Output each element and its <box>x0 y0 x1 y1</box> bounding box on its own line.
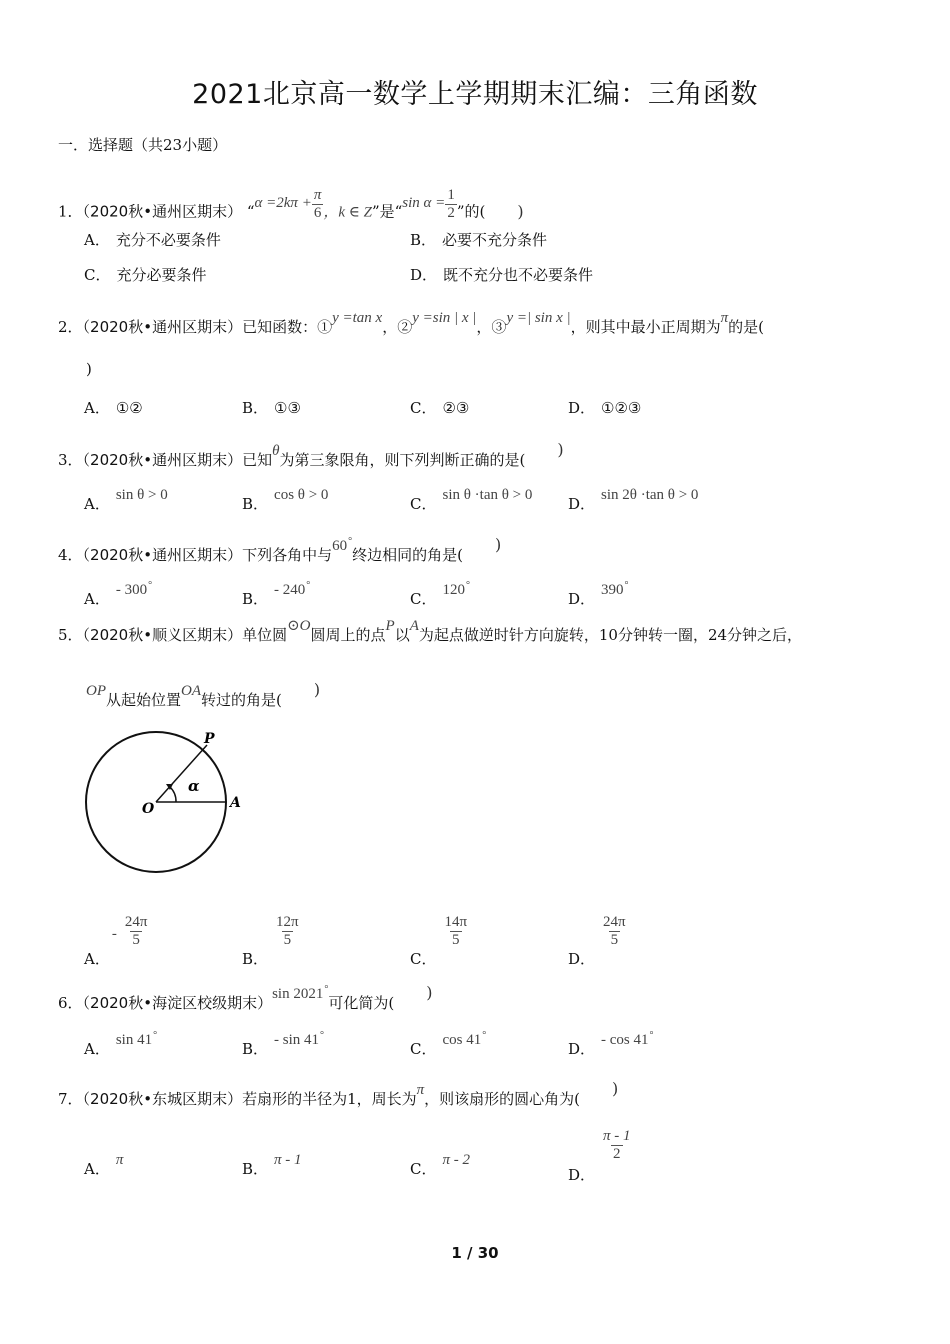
q7-option-b[interactable] <box>242 1152 302 1179</box>
q3-source: （2020秋•通州区期末） <box>82 451 243 469</box>
q1-six: 6 <box>313 205 322 221</box>
q1-pi: π <box>313 187 322 203</box>
q3-option-b-text: cos θ > 0 <box>274 487 329 503</box>
degree-mark: ° <box>148 580 153 591</box>
q1-alpha-expr: α =2kπ + <box>254 194 312 211</box>
option-letter: B． <box>242 1160 269 1178</box>
q2-pi: π <box>720 310 729 326</box>
q7-number: 7． <box>58 1090 83 1108</box>
label-alpha: α <box>188 777 200 795</box>
q6-source: （2020秋•海淀区校级期末） <box>82 994 273 1012</box>
q2-func-3: y =| sin x | <box>506 310 571 326</box>
q1-sin-expr: sin α = <box>402 194 446 211</box>
q4-text-1: 下列各角中与 <box>242 546 333 564</box>
q4-option-a[interactable] <box>84 580 153 609</box>
label-a: A <box>230 795 241 811</box>
q2-source: （2020秋•通州区期末） <box>82 318 243 336</box>
q3-close-paren: ) <box>557 440 564 459</box>
q3-option-d[interactable] <box>568 487 699 514</box>
option-letter: B． <box>242 1040 269 1058</box>
q5-option-c-frac <box>442 914 469 949</box>
q7-option-d-den: 2 <box>613 1146 621 1162</box>
option-letter: C． <box>410 495 437 513</box>
q4-close-paren: ) <box>494 535 502 554</box>
q5-text-2: 圆周上的点 <box>310 626 386 644</box>
q1-one: 1 <box>447 187 455 203</box>
option-letter: C． <box>410 1160 437 1178</box>
q5-circle-o: ⊙O <box>287 618 311 634</box>
option-letter: A． <box>84 231 110 249</box>
q4-option-c-text <box>442 582 470 598</box>
q4-option-d[interactable] <box>568 580 629 609</box>
option-letter: A． <box>84 1160 110 1178</box>
question-5-line-2 <box>86 680 321 710</box>
q2-option-b[interactable] <box>242 397 301 418</box>
degree-mark: ° <box>306 580 311 591</box>
q1-half <box>445 187 457 222</box>
option-letter: D． <box>410 266 438 284</box>
q5-option-d-frac <box>601 914 628 949</box>
q3-option-a-text: sin θ > 0 <box>115 487 168 503</box>
q1-pi-over-6 <box>312 187 324 222</box>
q6-option-c-value: cos 41 <box>442 1032 482 1048</box>
q4-option-b[interactable] <box>242 580 311 609</box>
q4-option-c-value: 120 <box>442 582 465 598</box>
q5-option-d-den: 5 <box>610 932 619 948</box>
page-number: 1 / 30 <box>451 1244 499 1262</box>
degree-mark: ° <box>649 1030 654 1041</box>
option-letter: A． <box>84 590 110 608</box>
q2-text-1: 已知函数：① <box>242 318 333 336</box>
q6-expr <box>272 986 328 1002</box>
q1-option-a-text: 充分不必要条件 <box>115 231 221 249</box>
q1-option-a[interactable] <box>84 229 221 250</box>
q4-angle <box>332 538 352 554</box>
q4-text-2: 终边相同的角是( <box>352 546 463 564</box>
q1-tail: ”的( <box>456 202 486 221</box>
q6-option-d-value: - cos 41 <box>601 1032 649 1048</box>
q6-option-d-text <box>601 1032 654 1048</box>
option-letter: A． <box>84 399 110 417</box>
q4-option-b-value: - 240 <box>274 582 306 598</box>
option-letter: C． <box>410 399 437 417</box>
q1-option-c[interactable] <box>84 264 207 285</box>
option-letter: B． <box>242 590 269 608</box>
q5-option-b-num: 12π <box>276 914 299 930</box>
q3-option-c[interactable] <box>410 487 533 514</box>
q2-option-b-text: ①③ <box>274 399 301 417</box>
question-6 <box>58 983 433 1013</box>
q5-option-c-num: 14π <box>444 914 468 930</box>
q5-point-p: P <box>385 618 395 634</box>
q6-option-b[interactable] <box>242 1030 325 1059</box>
option-letter: D． <box>568 1040 596 1058</box>
section-heading: 一．选择题（共23小题） <box>58 136 228 154</box>
option-letter: D． <box>568 590 596 608</box>
q4-number: 4． <box>58 546 83 564</box>
q1-close-paren: ) <box>517 201 524 221</box>
question-4 <box>58 535 502 565</box>
option-letter: B． <box>410 231 437 249</box>
degree-mark: ° <box>482 1030 487 1041</box>
question-1 <box>58 187 524 230</box>
q2-func-1: y =tan x <box>332 310 383 326</box>
option-letter: D． <box>568 949 596 968</box>
option-letter: D． <box>568 495 596 513</box>
q6-option-a[interactable] <box>84 1030 158 1059</box>
q7-option-c[interactable] <box>410 1152 470 1179</box>
q5-option-c-den: 5 <box>452 932 460 948</box>
q6-expr-value: sin 2021 <box>272 986 324 1002</box>
q6-option-c-text <box>442 1032 486 1048</box>
q7-source: （2020秋•东城区期末） <box>82 1090 243 1108</box>
option-letter: A． <box>84 1040 110 1058</box>
q5-op: OP <box>86 683 106 699</box>
q5-text-6: 转过的角是( <box>201 691 282 709</box>
q1-k-in-z: ，k ∈ Z <box>323 204 372 221</box>
degree-mark: ° <box>153 1030 158 1041</box>
q6-close-paren: ) <box>426 983 433 1002</box>
q5-option-a-frac <box>123 914 150 949</box>
q4-angle-value: 60 <box>332 538 348 554</box>
angle-arc <box>170 787 176 802</box>
q6-number: 6． <box>58 994 83 1012</box>
q5-text-3: 以 <box>394 626 410 644</box>
q5-option-a-num: 24π <box>124 914 148 930</box>
q1-number: 1． <box>58 202 83 221</box>
q2-option-d-text: ①②③ <box>601 399 642 417</box>
q4-option-a-value: - 300 <box>115 582 148 598</box>
q5-option-a-sign: - <box>111 925 117 942</box>
q6-option-d[interactable] <box>568 1030 654 1059</box>
degree-mark: ° <box>348 536 353 547</box>
q7-option-d-num: π - 1 <box>603 1128 631 1144</box>
q3-text-1: 已知 <box>242 451 273 469</box>
q7-text-1: 若扇形的半径为1，周长为 <box>242 1090 417 1108</box>
q1-option-b-text: 必要不充分条件 <box>442 231 548 249</box>
q2-number: 2． <box>58 318 83 336</box>
q7-option-c-text: π - 2 <box>442 1152 470 1168</box>
q2-text-2: ，则其中最小正周期为 <box>570 318 721 336</box>
q5-text-1: 单位圆 <box>242 626 288 644</box>
q7-text-2: ，则该扇形的圆心角为( <box>424 1090 580 1108</box>
q6-option-c[interactable] <box>410 1030 487 1059</box>
q1-two: 2 <box>447 205 455 221</box>
q1-open-quote: “ <box>246 202 255 221</box>
unit-circle-figure <box>78 725 258 880</box>
option-letter: C． <box>410 949 437 968</box>
q2-option-d[interactable] <box>568 397 641 418</box>
q3-option-b[interactable] <box>242 487 329 514</box>
q6-option-a-text <box>116 1032 157 1048</box>
q1-option-c-text: 充分必要条件 <box>116 266 207 284</box>
q2-sep-1: ，② <box>382 318 413 336</box>
q5-text-4: 为起点做逆时针方向旋转，10分钟转一圈，24分钟之后， <box>418 626 803 644</box>
option-letter: D． <box>568 399 596 417</box>
q7-option-b-text: π - 1 <box>274 1152 302 1168</box>
q6-option-b-text <box>274 1032 324 1048</box>
degree-mark: ° <box>465 580 470 591</box>
question-5 <box>58 618 803 645</box>
option-letter: A． <box>84 495 110 513</box>
q2-option-c[interactable] <box>410 397 469 418</box>
q3-option-d-text: sin 2θ ·tan θ > 0 <box>601 487 699 503</box>
q5-option-b-frac <box>274 914 301 949</box>
question-2 <box>58 310 765 337</box>
option-letter: C． <box>84 266 111 284</box>
q7-option-a[interactable] <box>84 1152 124 1179</box>
q4-option-b-text <box>274 582 310 598</box>
q5-option-d[interactable] <box>568 914 628 968</box>
q5-number: 5． <box>58 626 83 644</box>
q1-source: （2020秋•通州区期末） <box>82 202 243 221</box>
q6-option-b-value: - sin 41 <box>274 1032 320 1048</box>
q7-close-paren: ) <box>612 1079 619 1098</box>
q6-option-a-value: sin 41 <box>115 1032 153 1048</box>
degree-mark: ° <box>320 1030 325 1041</box>
q5-option-d-num: 24π <box>603 914 626 930</box>
q2-option-a-text: ①② <box>115 399 143 417</box>
q6-text: 可化简为( <box>328 994 395 1012</box>
q5-source: （2020秋•顺义区期末） <box>82 626 243 644</box>
q5-option-b-den: 5 <box>283 932 292 948</box>
q3-option-c-text: sin θ ·tan θ > 0 <box>442 487 533 503</box>
label-o: O <box>142 801 155 817</box>
option-letter: C． <box>410 1040 437 1058</box>
q3-option-a[interactable] <box>84 487 168 514</box>
q2-func-2: y =sin | x | <box>412 310 477 326</box>
q2-option-a[interactable] <box>84 397 143 418</box>
q2-option-c-text: ②③ <box>442 399 470 417</box>
q4-option-d-value: 390 <box>601 582 624 598</box>
q4-option-a-text <box>116 582 152 598</box>
q2-text-3: 的是( <box>728 318 765 336</box>
q4-source: （2020秋•通州区期末） <box>82 546 243 564</box>
q7-option-d-frac <box>601 1128 633 1163</box>
q7-option-d[interactable] <box>568 1128 633 1184</box>
q1-option-d[interactable] <box>410 264 593 285</box>
q5-option-b[interactable] <box>242 914 301 968</box>
q3-number: 3． <box>58 451 83 469</box>
degree-mark: ° <box>324 984 329 995</box>
q5-option-a-den: 5 <box>132 932 140 948</box>
q3-text-2: 为第三象限角，则下列判断正确的是( <box>279 451 526 469</box>
q1-option-d-text: 既不充分也不必要条件 <box>443 266 594 284</box>
option-letter: A． <box>84 949 110 968</box>
option-letter: B． <box>242 495 269 513</box>
q5-close-paren: ) <box>313 680 321 699</box>
q7-option-a-text: π <box>115 1152 124 1168</box>
q1-mid-text: ”是“ <box>371 202 403 221</box>
q7-pi: π <box>416 1082 425 1098</box>
label-p: P <box>204 731 215 747</box>
q1-option-b[interactable] <box>410 229 547 250</box>
degree-mark: ° <box>624 580 629 591</box>
question-7 <box>58 1079 619 1109</box>
q5-option-c[interactable] <box>410 914 469 968</box>
q5-point-a: A <box>409 618 419 634</box>
option-letter: B． <box>242 399 269 417</box>
q3-theta: θ <box>272 443 280 459</box>
q5-oa: OA <box>181 683 202 699</box>
option-letter: D． <box>568 1165 596 1184</box>
q4-option-d-text <box>601 582 629 598</box>
q5-text-5: 从起始位置 <box>106 691 182 709</box>
page-title: 2021北京高一数学上学期期末汇编：三角函数 <box>192 79 758 110</box>
question-3 <box>58 440 564 470</box>
option-letter: B． <box>242 949 269 968</box>
q2-close-paren: ) <box>86 360 92 378</box>
q4-option-c[interactable] <box>410 580 470 609</box>
option-letter: C． <box>410 590 437 608</box>
q2-sep-2: ，③ <box>476 318 507 336</box>
q5-option-a[interactable] <box>84 914 149 968</box>
